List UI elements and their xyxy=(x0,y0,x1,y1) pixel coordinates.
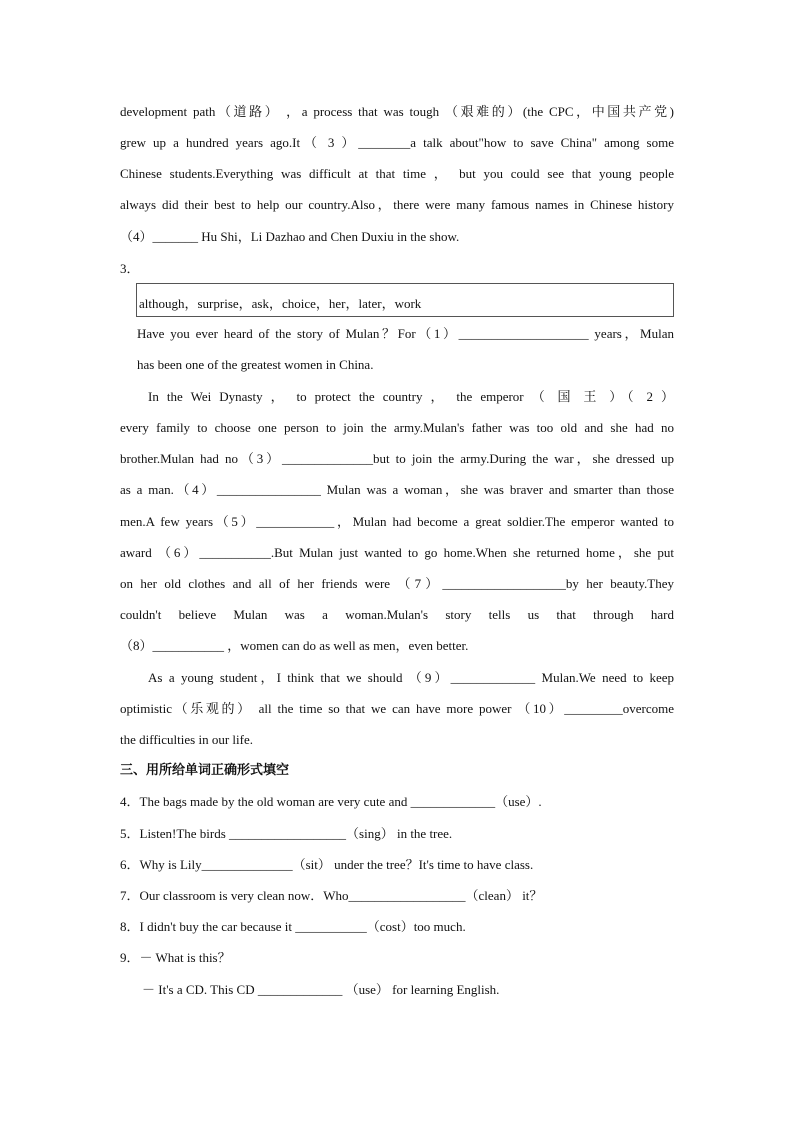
question-7: 7．Our classroom is very clean now．Who__________________（clean） it？ xyxy=(120,888,543,903)
passage3-line-14: the difficulties in our life. xyxy=(120,732,253,747)
passage3-line-6: as a man.（4）________________ Mulan was a woman，she was braver and smarter than those xyxy=(120,482,674,497)
passage3-line-9: on her old clothes and all of her friends were （7）___________________by her beauty.They xyxy=(120,576,674,591)
passage2-line-3: Chinese students.Everything was difficult at that time ， but you could see that young people xyxy=(120,166,674,181)
passage3-line-7: men.A few years（5）____________，Mulan had become a great soldier.The emperor wanted to xyxy=(120,514,674,529)
question-9-answer: － It's a CD. This CD _____________ （use） for learning English. xyxy=(142,982,500,997)
passage2-line-5: （4）_______ Hu Shi，Li Dazhao and Chen Duxiu in the show. xyxy=(120,229,460,244)
question-4: 4．The bags made by the old woman are very cute and _____________（use）. xyxy=(120,794,542,809)
passage3-line-3: In the Wei Dynasty ， to protect the country ， the emperor （ 国 王 ）（ 2 ） xyxy=(148,389,674,404)
passage3-line-11: （8）___________ ，women can do as well as men，even better. xyxy=(120,638,469,653)
passage3-line-10: couldn't believe Mulan was a woman.Mulan's story tells us that through hard xyxy=(120,607,674,622)
question-5: 5．Listen!The birds __________________（sing） in the tree. xyxy=(120,826,453,841)
section-3-heading: 三、用所给单词正确形式填空 xyxy=(120,763,290,778)
question-6: 6．Why is Lily______________（sit） under the tree？It's time to have class. xyxy=(120,857,534,872)
passage3-line-5: brother.Mulan had no（3）______________but to join the army.During the war，she dressed up xyxy=(120,451,674,466)
passage2-line-1: development path（道路） ，a process that was tough （艰难的）(the CPC，中国共产党) xyxy=(120,104,674,119)
passage2-line-2: grew up a hundred years ago.It（ 3 ）________a talk about"how to save China" among some xyxy=(120,135,674,150)
passage3-line-4: every family to choose one person to join the army.Mulan's father was too old and she had no xyxy=(120,420,674,435)
passage3-line-1: Have you ever heard of the story of Mulan？For（1）____________________ years，Mulan xyxy=(137,326,674,341)
passage3-line-8: award （6）___________.But Mulan just wanted to go home.When she returned home，she put xyxy=(120,545,674,560)
passage3-line-13: optimistic（乐观的） all the time so that we can have more power （10）_________overcome xyxy=(120,701,674,716)
question-8: 8．I didn't buy the car because it ___________（cost）too much. xyxy=(120,919,466,934)
passage3-line-2: has been one of the greatest women in China. xyxy=(137,357,374,372)
word-box xyxy=(136,283,674,317)
question-3-number: 3． xyxy=(120,261,140,276)
passage3-line-12: As a young student，I think that we should （9）_____________ Mulan.We need to keep xyxy=(148,670,674,685)
question-9-prompt: 9．－ What is this？ xyxy=(120,950,231,965)
word-box-text: although，surprise，ask，choice，her，later，work xyxy=(139,296,422,311)
passage2-line-4: always did their best to help our country.Also，there were many famous names in Chinese history xyxy=(120,197,674,212)
